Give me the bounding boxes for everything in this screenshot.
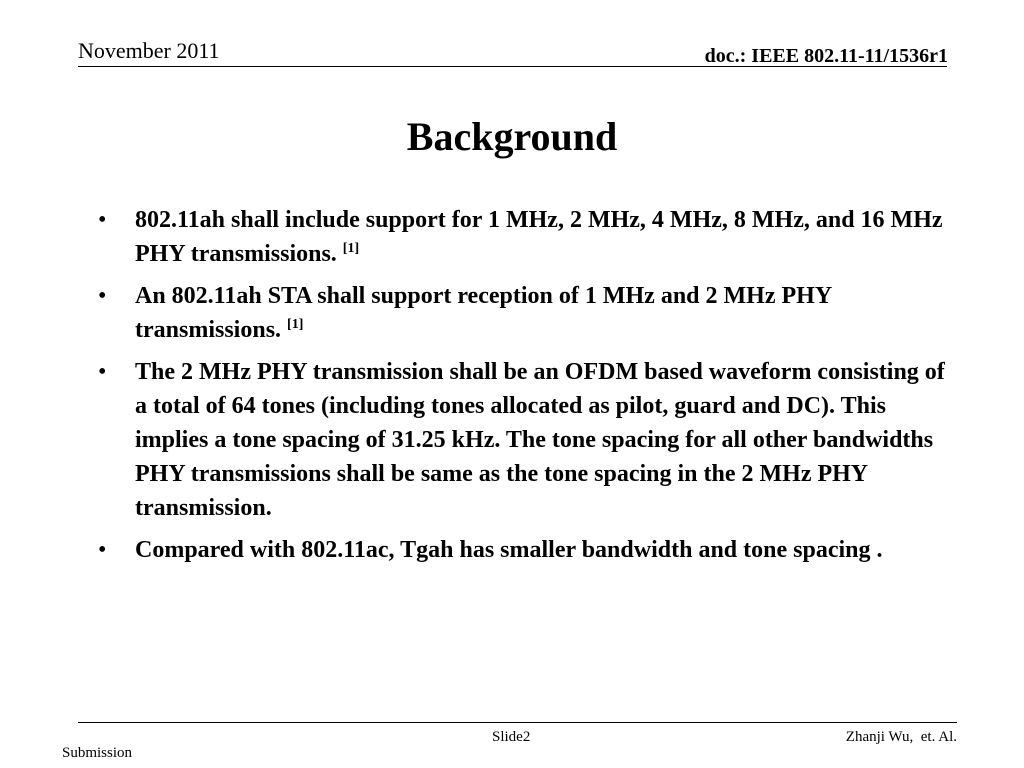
author-credit: Zhanji Wu, et. Al.: [845, 729, 957, 745]
document-id: doc.: IEEE 802.11-11/1536r1: [704, 45, 948, 67]
bullet-list: [98, 203, 948, 575]
slide-title: Background: [406, 114, 618, 159]
bullet-text: [135, 359, 945, 521]
reference-marker: [1]: [287, 317, 304, 332]
slide-number: Slide2: [492, 729, 531, 745]
bullet-marker: •: [98, 283, 107, 309]
header-divider: [78, 66, 947, 67]
bullet-text-body: Compared with 802.11ac, Tgah has smaller bandwidth and tone spacing .: [135, 537, 883, 563]
bullet-item: [98, 533, 948, 567]
bullet-marker: •: [98, 537, 107, 563]
bullet-marker: •: [98, 359, 107, 385]
header-date: November 2011: [78, 38, 220, 63]
bullet-item: [98, 279, 948, 347]
footer-divider: [78, 722, 957, 723]
bullet-text-body: An 802.11ah STA shall support reception of 1 MHz and 2 MHz PHY transmissions.: [135, 283, 832, 343]
bullet-item: [98, 355, 948, 525]
bullet-marker: •: [98, 207, 107, 233]
bullet-text: [135, 207, 943, 267]
submission-label: Submission: [62, 745, 133, 761]
bullet-item: [98, 203, 948, 271]
bullet-text: [135, 283, 831, 343]
bullet-text: [135, 537, 882, 563]
bullet-text-body: The 2 MHz PHY transmission shall be an OFDM based waveform consisting of a total of 64 tones (including tones allocated as pilot, guard and DC). This implies a tone spacing of 31.25 kHz. The tone spacing for all other bandwidths PHY transmissions shall be same as the tone spacing in the 2 MHz PHY transmission.: [135, 359, 945, 521]
reference-marker: [1]: [342, 241, 360, 256]
bullet-text-body: 802.11ah shall include support for 1 MHz, 2 MHz, 4 MHz, 8 MHz, and 16 MHz PHY transmissions.: [135, 207, 943, 267]
